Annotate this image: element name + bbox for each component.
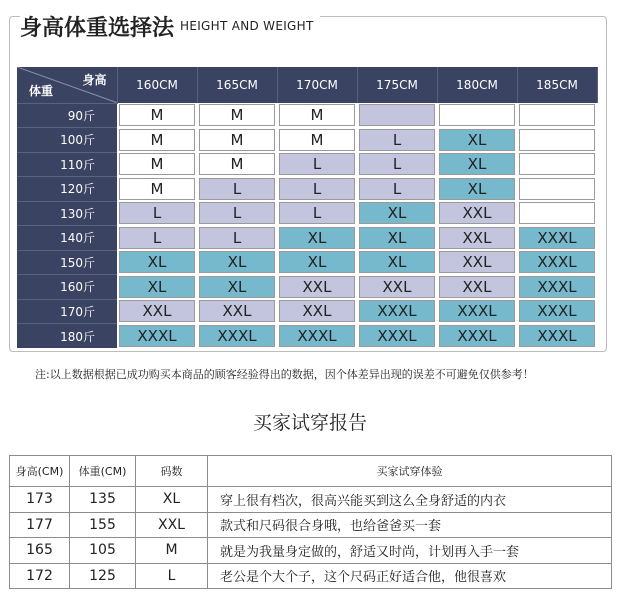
size-value: L	[279, 202, 355, 224]
size-value: M	[199, 153, 275, 175]
report-cell-height: 177	[10, 512, 70, 538]
size-value: M	[199, 104, 275, 126]
size-value: XXL	[279, 300, 355, 322]
report-header-weight: 体重(CM)	[70, 456, 136, 487]
report-cell-experience: 穿上很有档次，很高兴能买到这么全身舒适的内衣	[208, 487, 612, 513]
size-value	[439, 104, 515, 126]
size-cell	[197, 128, 277, 153]
report-header-experience: 买家试穿体验	[208, 456, 612, 487]
corner-cell	[17, 67, 117, 103]
height-header: 165CM	[197, 67, 277, 103]
size-value: M	[279, 104, 355, 126]
size-value: L	[199, 227, 275, 249]
report-row	[10, 563, 612, 589]
report-cell-experience: 老公是个大个子，这个尺码正好适合他，他很喜欢	[208, 563, 612, 589]
report-row	[10, 512, 612, 538]
size-value: XXXL	[279, 325, 355, 347]
size-value: L	[279, 153, 355, 175]
size-value: XXL	[439, 276, 515, 298]
size-value: M	[279, 129, 355, 151]
size-cell	[277, 152, 357, 177]
size-value: L	[199, 202, 275, 224]
size-cell	[517, 201, 597, 226]
size-cell	[437, 201, 517, 226]
size-value: L	[119, 202, 195, 224]
size-value: L	[119, 227, 195, 249]
report-cell-size: L	[136, 563, 208, 589]
size-value: M	[119, 129, 195, 151]
size-cell	[437, 103, 517, 128]
report-cell-weight: 105	[70, 538, 136, 564]
size-value: M	[119, 153, 195, 175]
height-header: 175CM	[357, 67, 437, 103]
report-cell-size: M	[136, 538, 208, 564]
header	[20, 8, 320, 44]
size-cell	[437, 152, 517, 177]
size-cell	[357, 275, 437, 300]
size-cell	[517, 324, 597, 349]
size-value: XL	[279, 227, 355, 249]
size-cell	[197, 177, 277, 202]
size-cell	[197, 324, 277, 349]
size-value: XL	[119, 276, 195, 298]
size-cell	[517, 128, 597, 153]
size-cell	[357, 250, 437, 275]
size-cell	[357, 177, 437, 202]
report-cell-weight: 135	[70, 487, 136, 513]
weight-label: 170斤	[17, 299, 117, 324]
size-value: XXXL	[359, 325, 435, 347]
size-chart-row	[17, 226, 597, 251]
size-cell	[437, 275, 517, 300]
size-chart-body	[17, 103, 597, 348]
size-value: XXXL	[199, 325, 275, 347]
weight-label: 90斤	[17, 103, 117, 128]
size-value	[359, 104, 435, 126]
size-value: XXXL	[519, 325, 595, 347]
weight-label: 150斤	[17, 250, 117, 275]
size-value: L	[359, 129, 435, 151]
size-cell	[197, 103, 277, 128]
size-cell	[357, 128, 437, 153]
size-value: M	[119, 104, 195, 126]
weight-label: 100斤	[17, 128, 117, 153]
size-value: XXXL	[119, 325, 195, 347]
size-value: XXXL	[519, 276, 595, 298]
size-chart-header-row	[17, 67, 597, 103]
size-cell	[277, 275, 357, 300]
report-cell-weight: 125	[70, 563, 136, 589]
size-chart-row	[17, 152, 597, 177]
height-header: 170CM	[277, 67, 357, 103]
size-cell	[117, 152, 197, 177]
size-cell	[517, 250, 597, 275]
size-value: L	[279, 178, 355, 200]
size-cell	[437, 177, 517, 202]
size-value: XXL	[439, 227, 515, 249]
size-value: M	[199, 129, 275, 151]
size-cell	[117, 324, 197, 349]
size-value	[519, 178, 595, 200]
size-value: XXXL	[439, 300, 515, 322]
size-cell	[197, 152, 277, 177]
report-cell-height: 165	[10, 538, 70, 564]
weight-label: 160斤	[17, 275, 117, 300]
size-value: XXL	[199, 300, 275, 322]
size-cell	[277, 177, 357, 202]
size-chart-row	[17, 128, 597, 153]
size-value	[519, 153, 595, 175]
size-value	[519, 202, 595, 224]
size-value: L	[359, 153, 435, 175]
weight-label: 120斤	[17, 177, 117, 202]
weight-label: 130斤	[17, 201, 117, 226]
size-value: XL	[199, 276, 275, 298]
page-title: 身高体重选择法	[20, 15, 175, 41]
size-value: XL	[279, 251, 355, 273]
size-cell	[517, 275, 597, 300]
size-cell	[357, 299, 437, 324]
size-cell	[437, 250, 517, 275]
size-cell	[277, 299, 357, 324]
report-cell-size: XL	[136, 487, 208, 513]
size-value: XL	[359, 227, 435, 249]
size-cell	[117, 226, 197, 251]
size-cell	[277, 226, 357, 251]
page-title-english: HEIGHT AND WEIGHT	[180, 19, 314, 33]
size-value: XL	[359, 251, 435, 273]
size-value: XL	[439, 178, 515, 200]
size-value: XXXL	[519, 227, 595, 249]
size-value: XXL	[439, 251, 515, 273]
height-header: 180CM	[437, 67, 517, 103]
size-cell	[197, 275, 277, 300]
size-chart-row	[17, 103, 597, 128]
size-cell	[117, 177, 197, 202]
size-chart-row	[17, 275, 597, 300]
disclaimer-note: 注:以上数据根据已成功购买本商品的顾客经验得出的数据，因个体差异出现的误差不可避免仅供参考！	[35, 368, 534, 381]
size-cell	[117, 299, 197, 324]
size-value: XXL	[119, 300, 195, 322]
report-cell-weight: 155	[70, 512, 136, 538]
size-chart-row	[17, 201, 597, 226]
report-cell-height: 173	[10, 487, 70, 513]
size-value: XXXL	[519, 300, 595, 322]
size-cell	[197, 299, 277, 324]
size-chart-row	[17, 177, 597, 202]
size-cell	[517, 299, 597, 324]
size-value: XXXL	[439, 325, 515, 347]
size-cell	[357, 226, 437, 251]
height-header: 160CM	[117, 67, 197, 103]
size-cell	[277, 250, 357, 275]
weight-label: 110斤	[17, 152, 117, 177]
size-cell	[437, 226, 517, 251]
size-value	[519, 104, 595, 126]
report-cell-height: 172	[10, 563, 70, 589]
size-cell	[197, 226, 277, 251]
size-value	[519, 129, 595, 151]
size-cell	[277, 103, 357, 128]
weight-label: 180斤	[17, 324, 117, 349]
size-cell	[517, 152, 597, 177]
height-header: 185CM	[517, 67, 597, 103]
size-cell	[117, 128, 197, 153]
size-value: XL	[119, 251, 195, 273]
size-cell	[197, 250, 277, 275]
report-row	[10, 487, 612, 513]
size-chart-row	[17, 299, 597, 324]
size-chart-row	[17, 250, 597, 275]
size-value: XXXL	[519, 251, 595, 273]
size-cell	[117, 103, 197, 128]
size-value: XXXL	[359, 300, 435, 322]
size-chart-table	[17, 67, 598, 348]
weight-label: 140斤	[17, 226, 117, 251]
size-cell	[357, 152, 437, 177]
size-cell	[437, 128, 517, 153]
size-value: XXL	[279, 276, 355, 298]
report-row	[10, 538, 612, 564]
size-cell	[357, 103, 437, 128]
size-chart-row	[17, 324, 597, 349]
size-cell	[277, 201, 357, 226]
size-cell	[117, 201, 197, 226]
size-value: XXL	[439, 202, 515, 224]
report-cell-experience: 就是为我量身定做的，舒适又时尚，计划再入手一套	[208, 538, 612, 564]
size-value: L	[199, 178, 275, 200]
report-body	[10, 487, 612, 589]
size-cell	[197, 201, 277, 226]
size-cell	[357, 324, 437, 349]
report-cell-size: XXL	[136, 512, 208, 538]
corner-weight-label: 体重	[29, 83, 54, 98]
size-cell	[517, 177, 597, 202]
size-cell	[277, 128, 357, 153]
size-cell	[437, 324, 517, 349]
size-cell	[277, 324, 357, 349]
size-cell	[357, 201, 437, 226]
fitting-report-table	[9, 455, 612, 589]
size-value: XL	[359, 202, 435, 224]
size-value: XL	[199, 251, 275, 273]
size-cell	[437, 299, 517, 324]
size-value: XXL	[359, 276, 435, 298]
corner-height-label: 身高	[82, 73, 107, 87]
size-cell	[517, 226, 597, 251]
report-title: 买家试穿报告	[252, 412, 367, 434]
size-value: L	[359, 178, 435, 200]
report-header-height: 身高(CM)	[10, 456, 70, 487]
size-cell	[517, 103, 597, 128]
size-cell	[117, 250, 197, 275]
report-header-size: 码数	[136, 456, 208, 487]
size-cell	[117, 275, 197, 300]
report-header-row	[10, 456, 612, 487]
report-cell-experience: 款式和尺码很合身哦，也给爸爸买一套	[208, 512, 612, 538]
size-value: XL	[439, 153, 515, 175]
size-value: M	[119, 178, 195, 200]
size-value: XL	[439, 129, 515, 151]
